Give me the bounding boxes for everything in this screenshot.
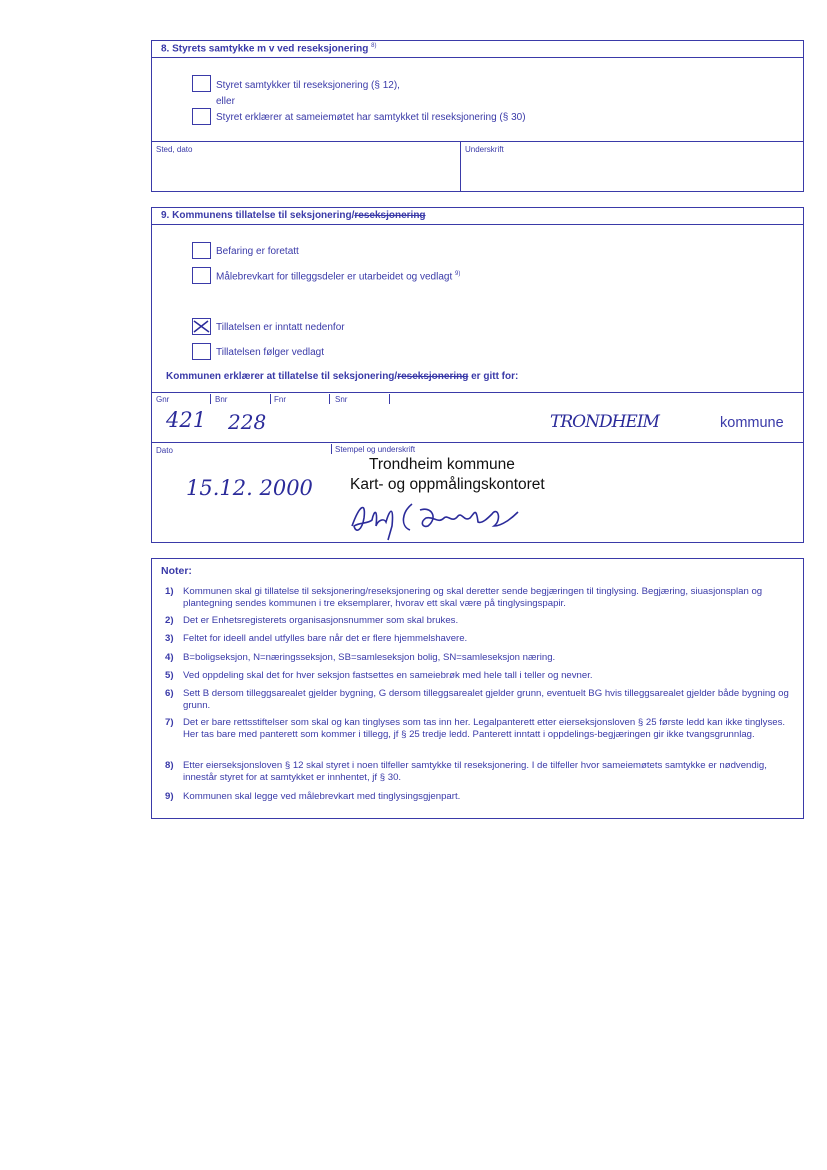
underskrift-label: Underskrift — [465, 145, 504, 154]
declaration-text-c: er gitt for: — [468, 371, 519, 382]
sted-dato-field[interactable] — [154, 155, 456, 189]
dato-value[interactable]: 15.12. 2000 — [186, 476, 313, 500]
bnr-divider — [210, 394, 211, 404]
note-number: 6) — [165, 688, 174, 699]
checkbox-styret-samtykker-label: Styret samtykker til reseksjonering (§ 12), — [216, 80, 400, 91]
checkbox-styret-erklaerer[interactable] — [192, 108, 211, 125]
kommune-divider — [389, 394, 390, 404]
checkbox-befaring[interactable] — [192, 242, 211, 259]
kommune-declaration — [166, 371, 518, 382]
section-8-divider — [152, 141, 803, 142]
stamp-line-2: Kart- og oppmålingskontoret — [350, 476, 545, 493]
section-8-footnote-ref: 8) — [371, 43, 377, 49]
gnr-value[interactable]: 421 — [166, 408, 207, 432]
note-text: Kommunen skal legge ved målebrevkart med tinglysingsgjenpart. — [183, 791, 461, 802]
note-text: Kommunen skal gi tillatelse til seksjonering/reseksjonering og skal deretter sende begjæringen til tinglysing. Begjæring, siuasjonsplan og plantegning sendes kommunen i tre eksemplarer, hvorav ett skal være på tinglysingspapir. — [183, 586, 763, 609]
notes-title: Noter: — [161, 565, 192, 577]
checkmark-x-icon — [193, 319, 210, 334]
checkbox-malebrevkart-label — [216, 271, 460, 282]
section-9-title: 9. Kommunens tillatelse til seksjonering/ — [161, 210, 355, 221]
note-number: 4) — [165, 652, 174, 663]
section-8-header — [152, 41, 803, 58]
note-number: 5) — [165, 670, 174, 681]
section-9-header — [152, 208, 803, 225]
stempel-label: Stempel og underskrift — [335, 445, 416, 454]
snr-label: Snr — [335, 395, 348, 404]
kommune-label: kommune — [720, 415, 784, 431]
checkbox-malebrevkart[interactable] — [192, 267, 211, 284]
dato-label: Dato — [156, 446, 173, 455]
fnr-divider — [270, 394, 271, 404]
note-text: Sett B dersom tilleggsarealet gjelder bygning, G dersom tilleggsarealet gjelder grunn, eventuelt BG hvis tilleggsarealet gjelder både bygning og grunn. — [183, 688, 789, 711]
kommune-handwritten[interactable]: TRONDHEIM — [550, 412, 659, 432]
checkbox-styret-erklaerer-label: Styret erklærer at sameiemøtet har samtykket til reseksjonering (§ 30) — [216, 112, 526, 123]
signature-icon — [342, 496, 562, 542]
section-8-title: 8. Styrets samtykke m v ved reseksjonering — [161, 43, 369, 55]
snr-divider — [329, 394, 330, 404]
sted-dato-label: Sted, dato — [156, 145, 193, 154]
note-number: 2) — [165, 615, 174, 626]
checkbox-tillatelse-vedlagt-label: Tillatelsen følger vedlagt — [216, 347, 325, 358]
malebrevkart-footnote-ref: 9) — [455, 271, 461, 277]
checkbox-tillatelse-vedlagt[interactable] — [192, 343, 211, 360]
note-text: Det er bare rettsstiftelser som skal og kan tinglyses som tas inn her. Legalpanterett etter eierseksjonsloven § 25 første ledd kan ikke tinglyses. Her tas bare med panterett som kommer i tillegg, jf § 25 tredje ledd. Panterett inntatt i oppdelings-begjæringen gir ikke tvangsgrunnlag. — [183, 717, 786, 740]
bnr-value[interactable]: 228 — [228, 410, 267, 434]
gnr-label: Gnr — [156, 395, 170, 404]
checkbox-befaring-label: Befaring er foretatt — [216, 246, 299, 257]
note-text: B=boligseksjon, N=næringsseksjon, SB=samleseksjon bolig, SN=samleseksjon næring. — [183, 652, 556, 663]
note-number: 7) — [165, 717, 174, 728]
section-9-box — [151, 207, 804, 543]
note-number: 8) — [165, 760, 174, 771]
date-row-top-line — [152, 442, 803, 443]
checkbox-tillatelse-inntatt[interactable] — [192, 318, 211, 335]
checkbox-tillatelse-inntatt-label: Tillatelsen er inntatt nedenfor — [216, 322, 345, 333]
section-8-column-divider — [460, 141, 461, 191]
section-9-title-struck: reseksjonering — [354, 210, 426, 221]
checkbox-styret-samtykker[interactable] — [192, 75, 211, 92]
bnr-label: Bnr — [215, 395, 228, 404]
note-number: 1) — [165, 586, 174, 597]
notes-box — [151, 558, 804, 819]
stempel-divider — [331, 444, 332, 454]
note-number: 9) — [165, 791, 174, 802]
note-number: 3) — [165, 633, 174, 644]
property-row-top-line — [152, 392, 803, 393]
note-text: Det er Enhetsregisterets organisasjonsnummer som skal brukes. — [183, 615, 459, 626]
note-text: Ved oppdeling skal det for hver seksjon fastsettes en sameiebrøk med hele tall i teller og nevner. — [183, 670, 593, 681]
malebrevkart-text: Målebrevkart for tilleggsdeler er utarbeidet og vedlagt — [216, 271, 453, 283]
underskrift-field[interactable] — [464, 155, 800, 189]
section-8-box — [151, 40, 804, 192]
note-text: Feltet for ideell andel utfylles bare når det er flere hjemmelshavere. — [183, 633, 468, 644]
fnr-label: Fnr — [274, 395, 286, 404]
eller-label: eller — [216, 96, 235, 107]
note-text: Etter eierseksjonsloven § 12 skal styret i noen tilfeller samtykke til reseksjonering. I de tilfeller hvor sameiemøtets samtykke er nødvendig, innestår styret for at samtykket er innhentet, jf § 30. — [183, 760, 767, 783]
declaration-text-a: Kommunen erklærer at tillatelse til seksjonering/ — [166, 371, 398, 382]
declaration-text-struck: reseksjonering — [397, 371, 469, 382]
stamp-line-1: Trondheim kommune — [369, 456, 515, 473]
